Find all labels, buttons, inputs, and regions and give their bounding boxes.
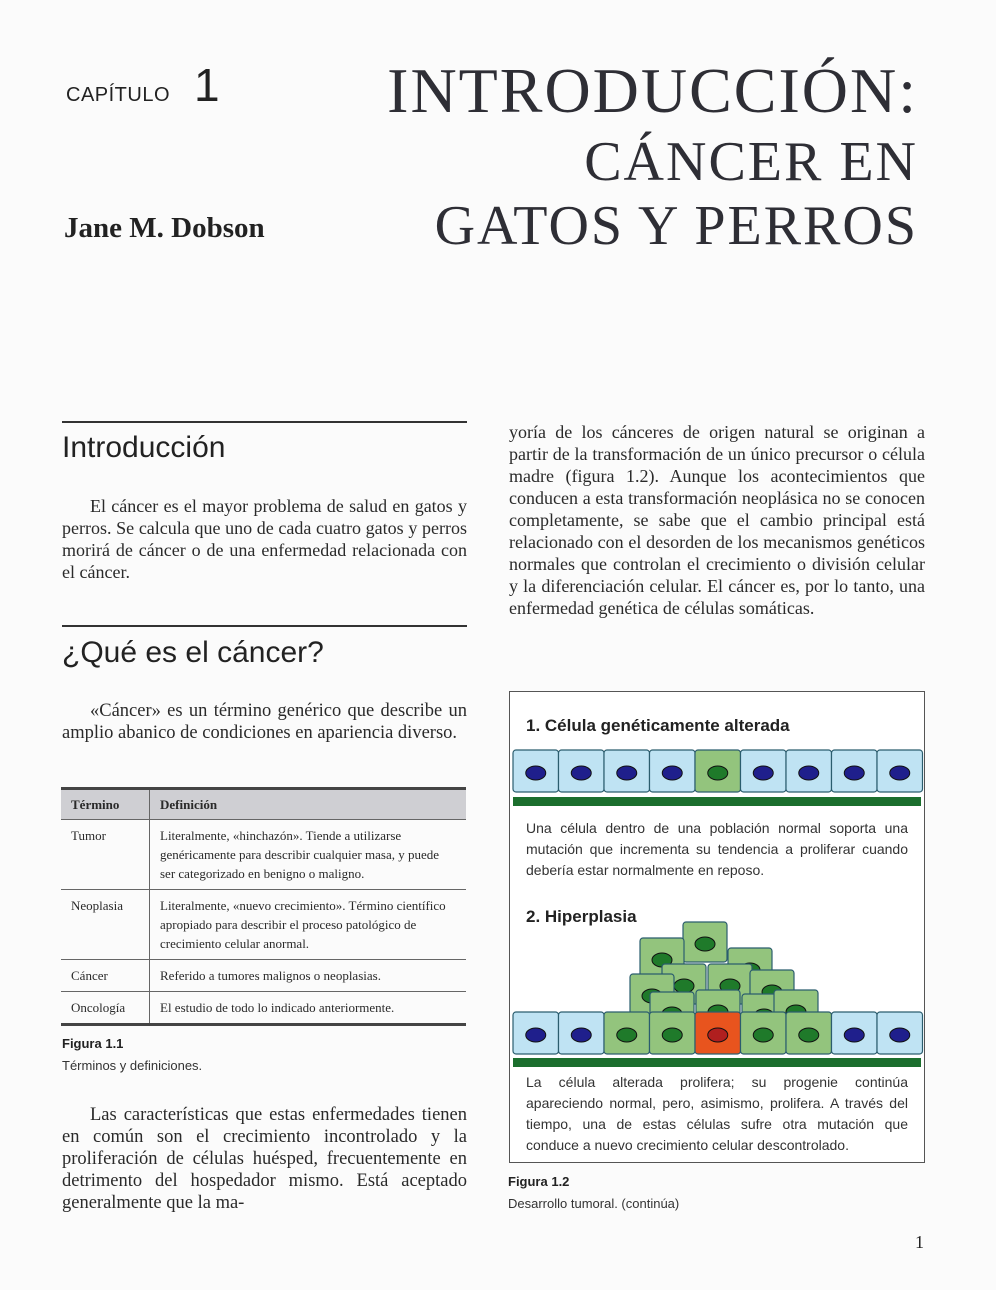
panel-1-cell-row [510, 746, 924, 812]
table-header-term: Término [61, 789, 150, 820]
intro-paragraph: El cáncer es el mayor problema de salud en gatos y perros. Se calcula que uno de cada cuatro gatos y perros morirá de cáncer o de una enfermedad relacionada con el cáncer. [62, 496, 467, 582]
proliferating-cell [741, 1012, 787, 1054]
mutated-cell [695, 750, 741, 792]
intro-heading: Introducción [62, 431, 226, 464]
proliferating-cell [683, 922, 727, 962]
section-rule-what [62, 625, 467, 627]
figure-1-2-label: Figura 1.2 [508, 1174, 570, 1189]
figure-1-1-label: Figura 1.1 [62, 1036, 124, 1051]
chapter-number: 1 [194, 59, 220, 111]
figure-1-2-box [509, 691, 925, 1163]
table-cell-term: Neoplasia [61, 890, 150, 960]
table-row [61, 820, 466, 890]
panel-2-hyperplasia-diagram [510, 918, 924, 1068]
basement-membrane [513, 797, 921, 806]
chapter-title-line-3: GATOS Y PERROS [434, 195, 918, 257]
normal-cell [559, 1012, 605, 1054]
table-cell-term: Tumor [61, 820, 150, 890]
what-is-cancer-heading: ¿Qué es el cáncer? [62, 636, 324, 669]
section-rule-intro [62, 421, 467, 423]
figure-panel-1-text: Una célula dentro de una población normal soporta una mutación que incrementa su tendencia a proliferar cuando debería estar normalmente en reposo. [526, 820, 908, 878]
table-cell-term: Oncología [61, 992, 150, 1025]
normal-cell [513, 1012, 559, 1054]
table-row [61, 890, 466, 960]
figure-panel-2-title: 2. Hiperplasia [526, 907, 637, 926]
right-paragraph: yoría de los cánceres de origen natural se originan a partir de la transformación de un único precursor o célula madre (figura 1.2). Aunque los acontecimientos que conducen a esta transformación neoplásica no se conocen completamente, se sabe que el cambio principal está relacionado con el desorden de los mecanismos genéticos normales que controlan el crecimiento o división celular y la diferenciación celular. El cáncer es, por lo tanto, una enfermedad genética de células somáticas. [509, 422, 925, 618]
normal-cell [650, 750, 696, 792]
normal-cell [741, 750, 787, 792]
normal-cell [513, 750, 559, 792]
definitions-table [61, 787, 466, 1026]
closing-paragraph: Las características que estas enfermedades tienen en común son el crecimiento incontrolado y la proliferación de células huésped, frecuentemente en detrimento del hospedador mismo. Está aceptado generalmente que la ma- [62, 1105, 467, 1213]
table-cell-definition: Literalmente, «hinchazón». Tiende a utilizarse genéricamente para describir cualquier masa, y puede ser categorizado en benigno o maligno. [150, 820, 467, 890]
table-cell-definition: Literalmente, «nuevo crecimiento». Término científico apropiado para describir el proceso patológico de crecimiento celular anormal. [150, 890, 467, 960]
normal-cell [559, 750, 605, 792]
normal-cell [877, 750, 923, 792]
table-row [61, 992, 466, 1025]
normal-cell [877, 1012, 923, 1054]
figure-panel-2-text: La célula alterada prolifera; su progenie continúa apareciendo normal, pero, asimismo, prolifera. A través del tiempo, una de estas células sufre otra mutación que conduce a nuevo crecimiento celular descontrolado. [526, 1074, 908, 1153]
table-row [61, 960, 466, 992]
table-header-row [61, 789, 466, 820]
page-number: 1 [915, 1232, 924, 1252]
table-cell-term: Cáncer [61, 960, 150, 992]
normal-cell [604, 750, 650, 792]
figure-panel-1-title: 1. Célula genéticamente alterada [526, 716, 790, 735]
proliferating-cell [786, 1012, 832, 1054]
chapter-title-line-1: INTRODUCCIÓN: [387, 55, 918, 126]
what-is-cancer-paragraph: «Cáncer» es un término genérico que describe un amplio abanico de condiciones en apariencia diverso. [62, 701, 467, 743]
second-mutation-cell [695, 1012, 741, 1054]
normal-cell [832, 750, 878, 792]
chapter-label: CAPÍTULO [66, 84, 171, 106]
table-cell-definition: El estudio de todo lo indicado anteriormente. [150, 992, 467, 1025]
chapter-title-line-2: CÁNCER EN [584, 131, 918, 193]
proliferating-cell [650, 1012, 696, 1054]
normal-cell [832, 1012, 878, 1054]
normal-cell [786, 750, 832, 792]
basement-membrane [513, 1058, 921, 1067]
proliferating-cell [604, 1012, 650, 1054]
table-header-definition: Definición [150, 789, 467, 820]
author-name: Jane M. Dobson [64, 212, 265, 244]
figure-1-1-caption: Términos y definiciones. [62, 1058, 203, 1073]
table-cell-definition: Referido a tumores malignos o neoplasias. [150, 960, 467, 992]
figure-1-2-caption: Desarrollo tumoral. (continúa) [508, 1196, 680, 1211]
